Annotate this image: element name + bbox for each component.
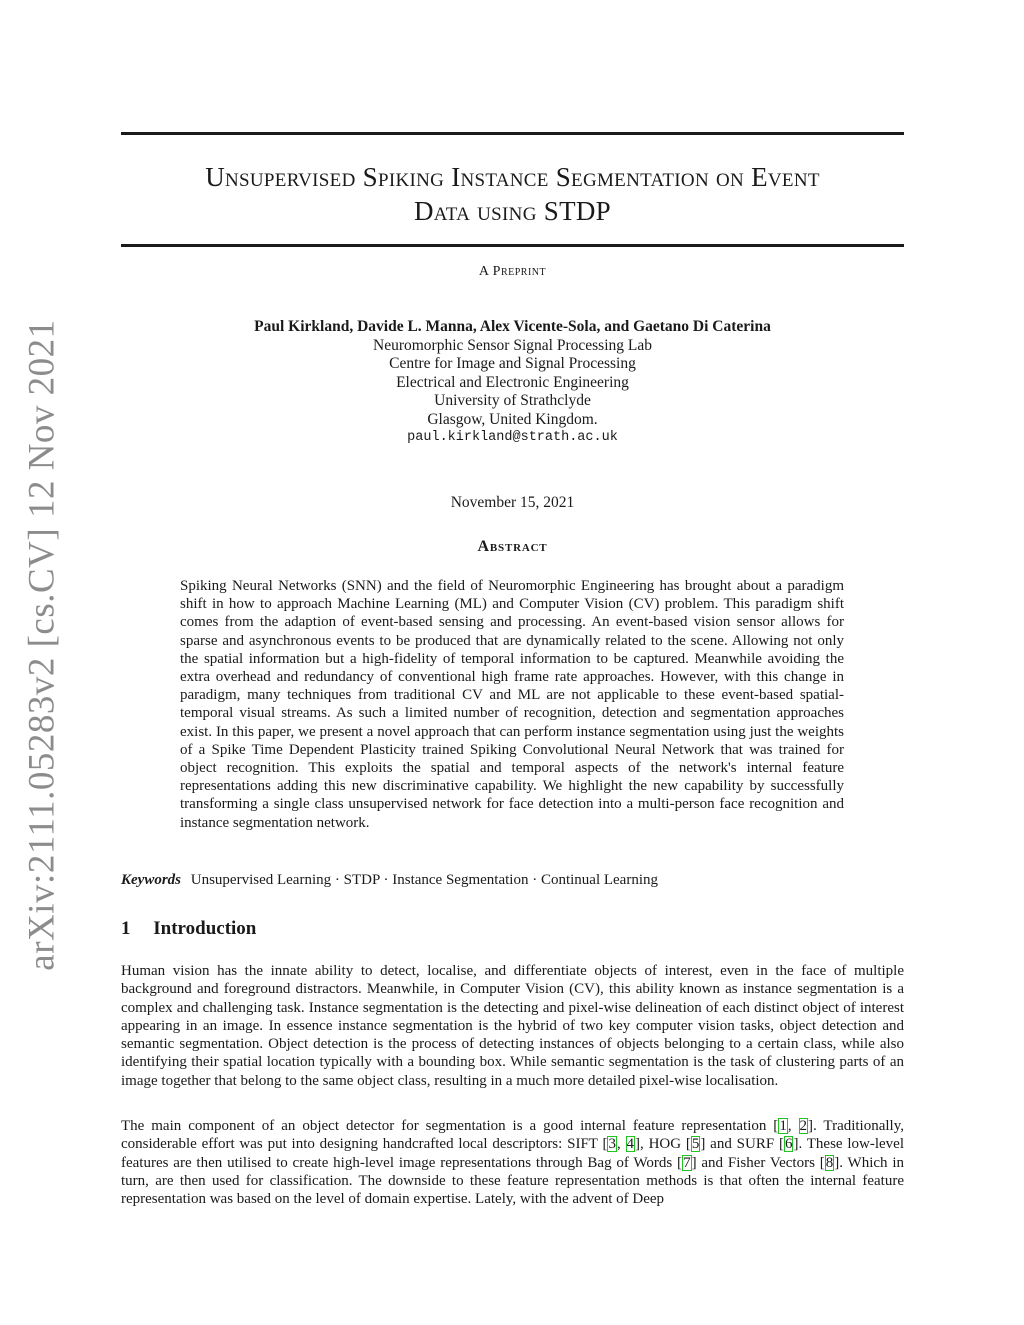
title-line-1: Unsupervised Spiking Instance Segmentation on Event bbox=[205, 162, 820, 192]
title-top-rule bbox=[121, 132, 904, 135]
author-email[interactable]: paul.kirkland@strath.ac.uk bbox=[407, 430, 618, 445]
citation-link[interactable]: 3 bbox=[608, 1136, 616, 1153]
title-bottom-rule bbox=[121, 244, 904, 247]
citation-link[interactable]: 7 bbox=[683, 1154, 691, 1171]
paragraph-text: ] and Fisher Vectors [ bbox=[691, 1154, 825, 1171]
paragraph-text: ]. Traditionally, considerable effort was put into designing handcrafted local descriptors: SIFT [ bbox=[121, 1118, 904, 1153]
paragraph-text: The main component of an object detector for segmentation is a good internal feature representation [ bbox=[121, 1118, 779, 1134]
affiliation-centre: Centre for Image and Signal Processing bbox=[389, 355, 636, 372]
paragraph-text: ], HOG [ bbox=[635, 1136, 691, 1153]
affiliation-lab: Neuromorphic Sensor Signal Processing Lab bbox=[373, 336, 652, 354]
paper-title bbox=[121, 160, 904, 228]
author-block bbox=[121, 318, 904, 448]
abstract-text: Spiking Neural Networks (SNN) and the field of Neuromorphic Engineering has brought about a paradigm shift in how to approach Machine Learning (ML) and Computer Vision (CV) problem. This paradigm shift comes from the adaption of event-based sensing and processing. An event-based vision sensor allows for sparse and asynchronous events to be produced that are dynamically related to the scene. Allowing not only the spatial information but a high-fidelity of temporal information to be captured. Meanwhile avoiding the extra overhead and redundancy of conventional high frame rate approaches. However, with this change in paradigm, many techniques from traditional CV and ML are not applicable to these event-based spatial-temporal visual streams. As such a limited number of recognition, detection and segmentation approaches exist. In this paper, we present a novel approach that can perform instance segmentation using just the weights of a Spike Time Dependent Plasticity trained Spiking Convolutional Neural Network that was trained for object recognition. This exploits the spatial and temporal aspects of the network's internal feature representations adding this new discriminative capability. We highlight the new capability by successfully transforming a single class unsupervised network for face detection into a multi-person face recognition and instance segmentation network. bbox=[180, 578, 844, 831]
paragraph-text: ]. These low-level features are then utilised to create high-level image representations through Bag of Words [ bbox=[121, 1136, 905, 1171]
intro-paragraph-2 bbox=[121, 1117, 904, 1208]
citation-link[interactable]: 5 bbox=[691, 1136, 700, 1153]
section-title: Introduction bbox=[153, 918, 257, 939]
citation-link[interactable]: 4 bbox=[626, 1136, 635, 1153]
affiliation-department: Electrical and Electronic Engineering bbox=[396, 373, 629, 391]
paragraph-text: , bbox=[787, 1118, 799, 1134]
publication-date: November 15, 2021 bbox=[450, 494, 575, 511]
citation-link[interactable]: 1 bbox=[779, 1118, 787, 1134]
intro-paragraph-1: Human vision has the innate ability to detect, localise, and differentiate objects of interest, even in the face of multiple background and foreground distractors. Meanwhile, in Computer Vision (CV), this ability known as instance segmentation is a complex and challenging task. Instance segmentation is the detecting and pixel-wise delineation of each distinct object of interest appearing in an image. In essence instance segmentation is the hybrid of two key computer vision tasks, object detection and semantic segmentation. Object detection is the process of detecting instances of objects belonging to a certain class, while also identifying their spatial location typically with a bounding box. While semantic segmentation is the task of clustering parts of an image together that belong to the same object class, resulting in a much more detailed pixel-wise localisation. bbox=[121, 963, 904, 1089]
affiliation-university: University of Strathclyde bbox=[434, 392, 591, 409]
section-heading-introduction bbox=[121, 918, 256, 940]
keywords-line bbox=[121, 872, 904, 889]
paragraph-text: ]. Which in turn, are then used for classification. The downside to these feature representation methods is that often the internal feature representation was based on the level of domain expertise. Lately, with the advent of Deep bbox=[121, 1154, 905, 1208]
abstract-heading: Abstract bbox=[477, 538, 548, 555]
arxiv-identifier-stamp: arXiv:2111.05283v2 [cs.CV] 12 Nov 2021 bbox=[21, 319, 63, 971]
author-names: Paul Kirkland, Davide L. Manna, Alex Vicente-Sola, and Gaetano Di Caterina bbox=[254, 318, 771, 335]
keywords-list: Unsupervised Learning · STDP · Instance Segmentation · Continual Learning bbox=[190, 872, 658, 888]
preprint-label: A Preprint bbox=[478, 264, 547, 279]
citation-link[interactable]: 2 bbox=[799, 1118, 808, 1134]
affiliation-location: Glasgow, United Kingdom. bbox=[427, 410, 598, 428]
citation-link[interactable]: 6 bbox=[784, 1136, 793, 1153]
title-line-2: Data using STDP bbox=[413, 196, 611, 226]
keywords-label: Keywords bbox=[121, 872, 181, 888]
paragraph-text: , bbox=[616, 1136, 626, 1153]
citation-link[interactable]: 8 bbox=[825, 1154, 834, 1171]
paragraph-text: ] and SURF [ bbox=[700, 1136, 784, 1153]
section-number: 1 bbox=[121, 918, 131, 939]
